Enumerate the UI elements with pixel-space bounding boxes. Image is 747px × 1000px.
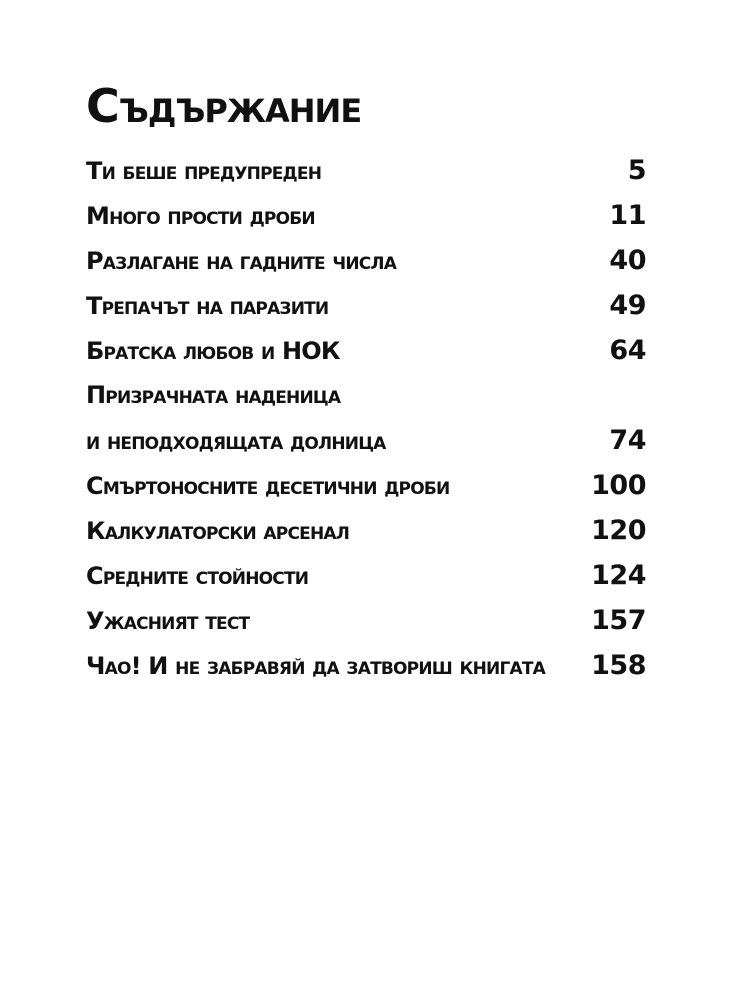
toc-entry-title: Призрачната наденица — [86, 381, 341, 409]
toc-entry-title: Смъртоносните десетични дроби — [86, 472, 450, 500]
toc-entry — [86, 148, 646, 193]
toc-entry — [86, 553, 646, 598]
toc-entry-title: Трепачът на паразити — [86, 292, 329, 320]
toc-entry — [86, 193, 646, 238]
toc-entry-page: 11 — [609, 200, 646, 231]
toc-entry-page: 124 — [591, 560, 646, 591]
toc-entry-title: Калкулаторски арсенал — [86, 517, 350, 545]
toc-entry-title: Много прости дроби — [86, 202, 315, 230]
toc-entry-page: 120 — [591, 515, 646, 546]
toc-entry — [86, 328, 646, 373]
toc-entry-page: 100 — [591, 470, 646, 501]
toc-entry-title: Ти беше предупреден — [86, 157, 322, 185]
toc-entry-page: 49 — [609, 290, 646, 321]
toc-entry-page: 158 — [591, 650, 646, 681]
toc-entry-page: 74 — [609, 425, 646, 456]
toc-entry-title: Средните стойности — [86, 562, 309, 590]
table-of-contents — [86, 148, 646, 688]
toc-entry-page: 64 — [609, 335, 646, 366]
toc-entry — [86, 238, 646, 283]
toc-entry — [86, 418, 646, 463]
toc-entry — [86, 463, 646, 508]
toc-entry — [86, 508, 646, 553]
toc-entry-title: Братска любов и НОК — [86, 337, 340, 365]
page-title: Съдържание — [86, 79, 362, 133]
toc-entry — [86, 283, 646, 328]
toc-entry-title: и неподходящата долница — [86, 427, 386, 455]
toc-entry — [86, 598, 646, 643]
toc-entry-page: 5 — [627, 155, 646, 186]
toc-entry-page: 40 — [609, 245, 646, 276]
toc-entry-page: 157 — [591, 605, 646, 636]
toc-entry-title: Чао! И не забравяй да затвориш книгата — [86, 652, 546, 680]
toc-entry-title: Ужасният тест — [86, 607, 250, 635]
toc-entry — [86, 373, 646, 418]
toc-entry-title: Разлагане на гадните числа — [86, 247, 397, 275]
toc-entry — [86, 643, 646, 688]
